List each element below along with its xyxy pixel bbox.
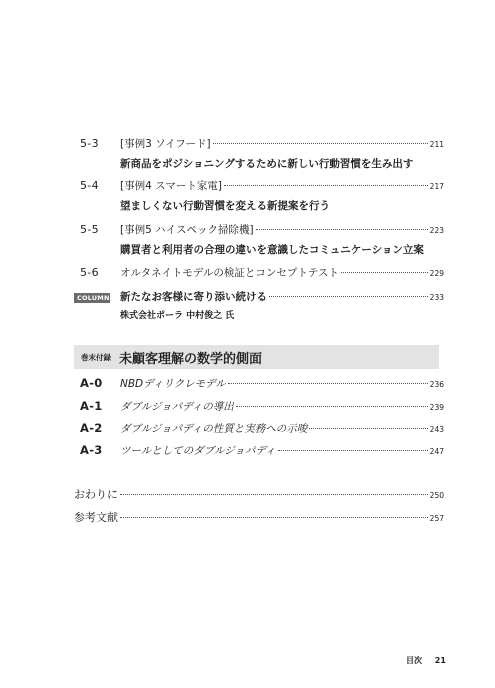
toc-entry-5-3[interactable] (80, 136, 444, 171)
leader-dots (236, 406, 428, 407)
footer-page-number: 21 (434, 656, 446, 665)
page-footer (406, 655, 446, 666)
column-badge-wrap (74, 290, 120, 303)
section-title: [事例4 スマート家電] (120, 180, 223, 192)
leader-dots (224, 185, 428, 186)
section-number: A-2 (80, 421, 103, 435)
page-number: 229 (429, 269, 444, 278)
section-number: 5-5 (80, 223, 99, 236)
page-number: 247 (429, 447, 444, 456)
toc-entry-5-5[interactable] (80, 222, 444, 257)
page-number: 257 (429, 514, 444, 523)
leader-dots (341, 272, 428, 273)
page-number: 236 (429, 380, 444, 389)
section-subtitle: 購買者と利用者の合理の違いを意識したコミュニケーション立案 (120, 244, 424, 256)
section-title: NBDディリクレモデル (120, 378, 226, 390)
section-number: 5-6 (80, 266, 99, 279)
section-title: ダブルジョパディの性質と実務への示唆 (120, 423, 308, 435)
leader-dots (269, 296, 428, 297)
toc-entry-references[interactable] (74, 509, 444, 525)
leader-dots (213, 143, 428, 144)
toc-entry-a-3[interactable] (80, 443, 444, 459)
section-title: ダブルジョパディの導出 (120, 401, 234, 413)
section-subtitle: 新商品をポジショニングするために新しい行動習慣を生み出す (120, 158, 414, 170)
leader-dots (278, 450, 428, 451)
column-title: 新たなお客様に寄り添い続ける (120, 291, 267, 303)
column-badge: COLUMN (74, 293, 110, 303)
section-number: 5-4 (80, 179, 99, 192)
toc-entry-a-0[interactable] (80, 376, 444, 392)
leader-dots (120, 494, 428, 495)
section-number: 5-3 (80, 137, 99, 150)
page-number: 243 (429, 425, 444, 434)
page-number: 239 (429, 403, 444, 412)
section-number: A-0 (80, 376, 103, 390)
leader-dots (256, 229, 428, 230)
section-title: ツールとしてのダブルジョパディ (120, 445, 276, 457)
entry-title: 参考文献 (74, 511, 118, 524)
page-number: 250 (429, 491, 444, 500)
leader-dots (228, 383, 428, 384)
toc-entry-column[interactable] (74, 289, 444, 321)
appendix-header (74, 345, 439, 369)
page-number: 233 (429, 293, 444, 302)
leader-dots (120, 517, 428, 518)
section-number: A-3 (80, 443, 103, 457)
appendix-heading: 未顧客理解の数学的側面 (119, 351, 263, 367)
toc-entry-5-4[interactable] (80, 178, 444, 213)
section-title: [事例3 ソイフード] (120, 138, 211, 150)
toc-entry-afterword[interactable] (74, 486, 444, 502)
entry-title: おわりに (74, 488, 118, 501)
page-number: 217 (429, 182, 444, 191)
toc-entry-a-1[interactable] (80, 399, 444, 415)
section-number: A-1 (80, 399, 103, 413)
footer-label: 目次 (406, 656, 422, 665)
section-subtitle: 望ましくない行動習慣を変える新提案を行う (120, 200, 330, 212)
toc-entry-a-2[interactable] (80, 421, 444, 437)
toc-entry-5-6[interactable] (80, 265, 444, 281)
appendix-tag: 巻末付録 (81, 352, 111, 362)
page-number: 223 (429, 226, 444, 235)
section-title: [事例5 ハイスペック掃除機] (120, 224, 254, 236)
column-author: 株式会社ポーラ 中村俊之 氏 (120, 311, 235, 321)
page-number: 211 (429, 140, 444, 149)
leader-dots (309, 428, 427, 429)
section-title: オルタネイトモデルの検証とコンセプトテスト (120, 267, 339, 279)
